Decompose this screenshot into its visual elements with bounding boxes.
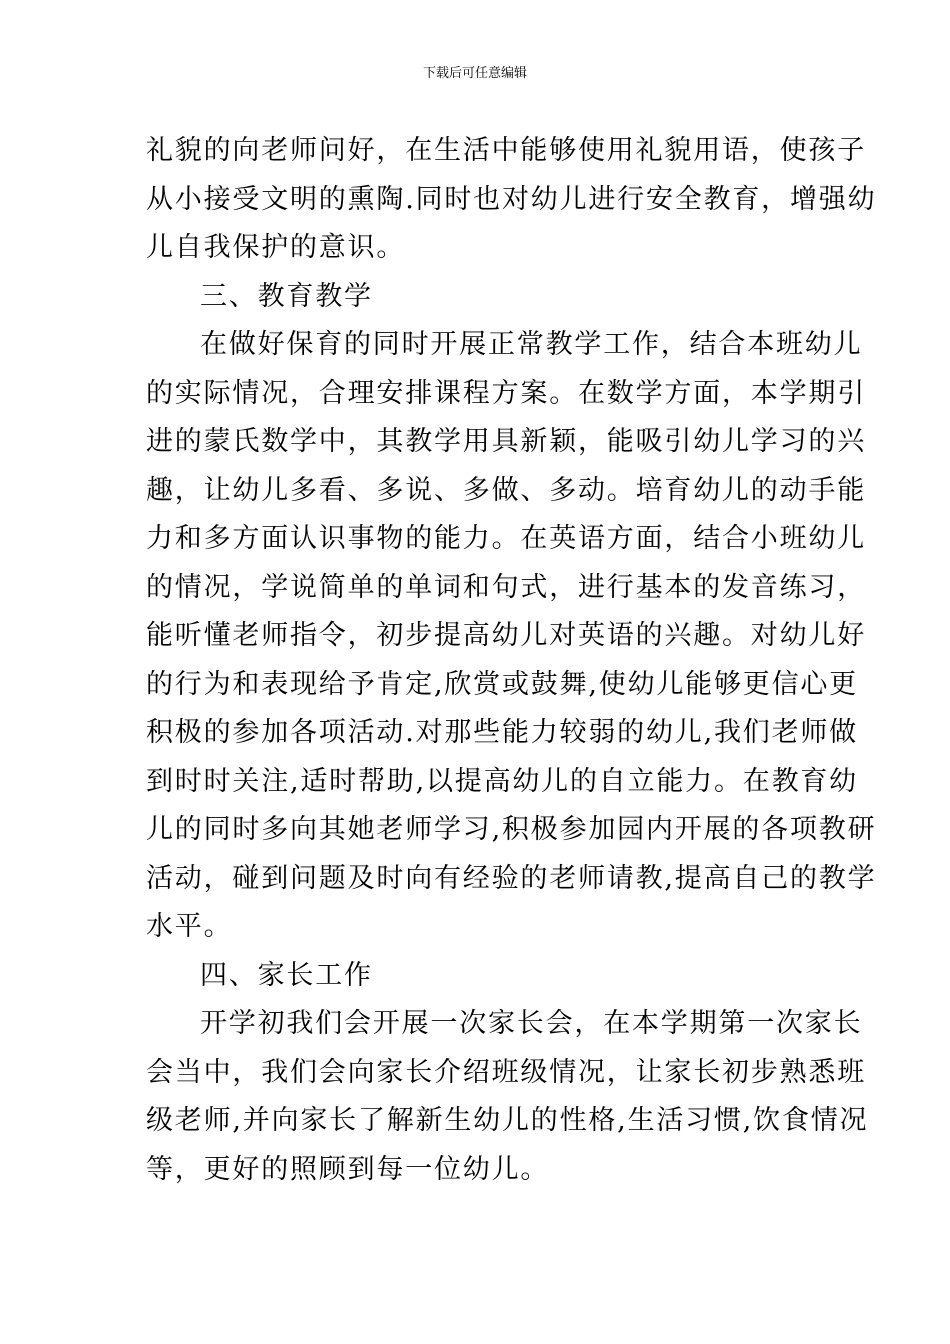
text-line: 到时时关注,适时帮助,以提高幼儿的自立能力。在教育幼 [146,765,858,797]
text-line: 的实际情况，合理安排课程方案。在数学方面，本学期引 [146,377,866,409]
section-heading-parents [146,952,811,1001]
text-line: 力和多方面认识事物的能力。在英语方面，结合小班幼儿 [146,523,866,554]
page-header: 下载后可任意编辑 [422,66,527,81]
text-line: 积极的参加各项活动.对那些能力较弱的幼儿,我们老师做 [146,717,858,748]
text-line: 的情况，学说简单的单词和句式，进行基本的发音练习， [146,571,866,603]
text-line: 进的蒙氏数学中，其教学用具新颖，能吸引幼儿学习的兴 [146,426,866,457]
paragraph-etiquette [146,127,877,273]
text-line: 能听懂老师指令，初步提高幼儿对英语的兴趣。对幼儿好 [146,620,866,651]
text-line: 活动，碰到问题及时向有经验的老师请教,提高自己的教学 [146,862,877,894]
section-heading-education [146,273,811,322]
paragraph-education [146,321,877,952]
heading-text: 三、教育教学 [200,280,373,312]
text-line: 儿自我保护的意识。 [146,232,406,263]
text-line: 在做好保育的同时开展正常教学工作，结合本班幼儿 [200,329,863,360]
text-line: 趣，让幼儿多看、多说、多做、多动。培育幼儿的动手能 [146,474,866,506]
text-line: 等，更好的照顾到每一位幼儿。 [146,1153,550,1185]
heading-text: 四、家长工作 [200,959,373,991]
document-body [146,127,877,1194]
text-line: 的行为和表现给予肯定,欣赏或鼓舞,使幼儿能够更信心更 [146,668,858,700]
text-line: 从小接受文明的熏陶.同时也对幼儿进行安全教育，增强幼 [146,183,877,215]
text-line: 水平。 [146,911,233,942]
paragraph-parents [146,1000,869,1194]
text-line: 礼貌的向老师问好，在生活中能够使用礼貌用语，使孩子 [146,135,866,166]
text-line: 级老师,并向家长了解新生幼儿的性格,生活习惯,饮食情况 [146,1105,869,1136]
text-line: 会当中，我们会向家长介绍班级情况，让家长初步熟悉班 [146,1056,866,1088]
text-line: 开学初我们会开展一次家长会，在本学期第一次家长 [200,1008,863,1039]
text-line: 儿的同时多向其她老师学习,积极参加园内开展的各项教研 [146,814,877,845]
